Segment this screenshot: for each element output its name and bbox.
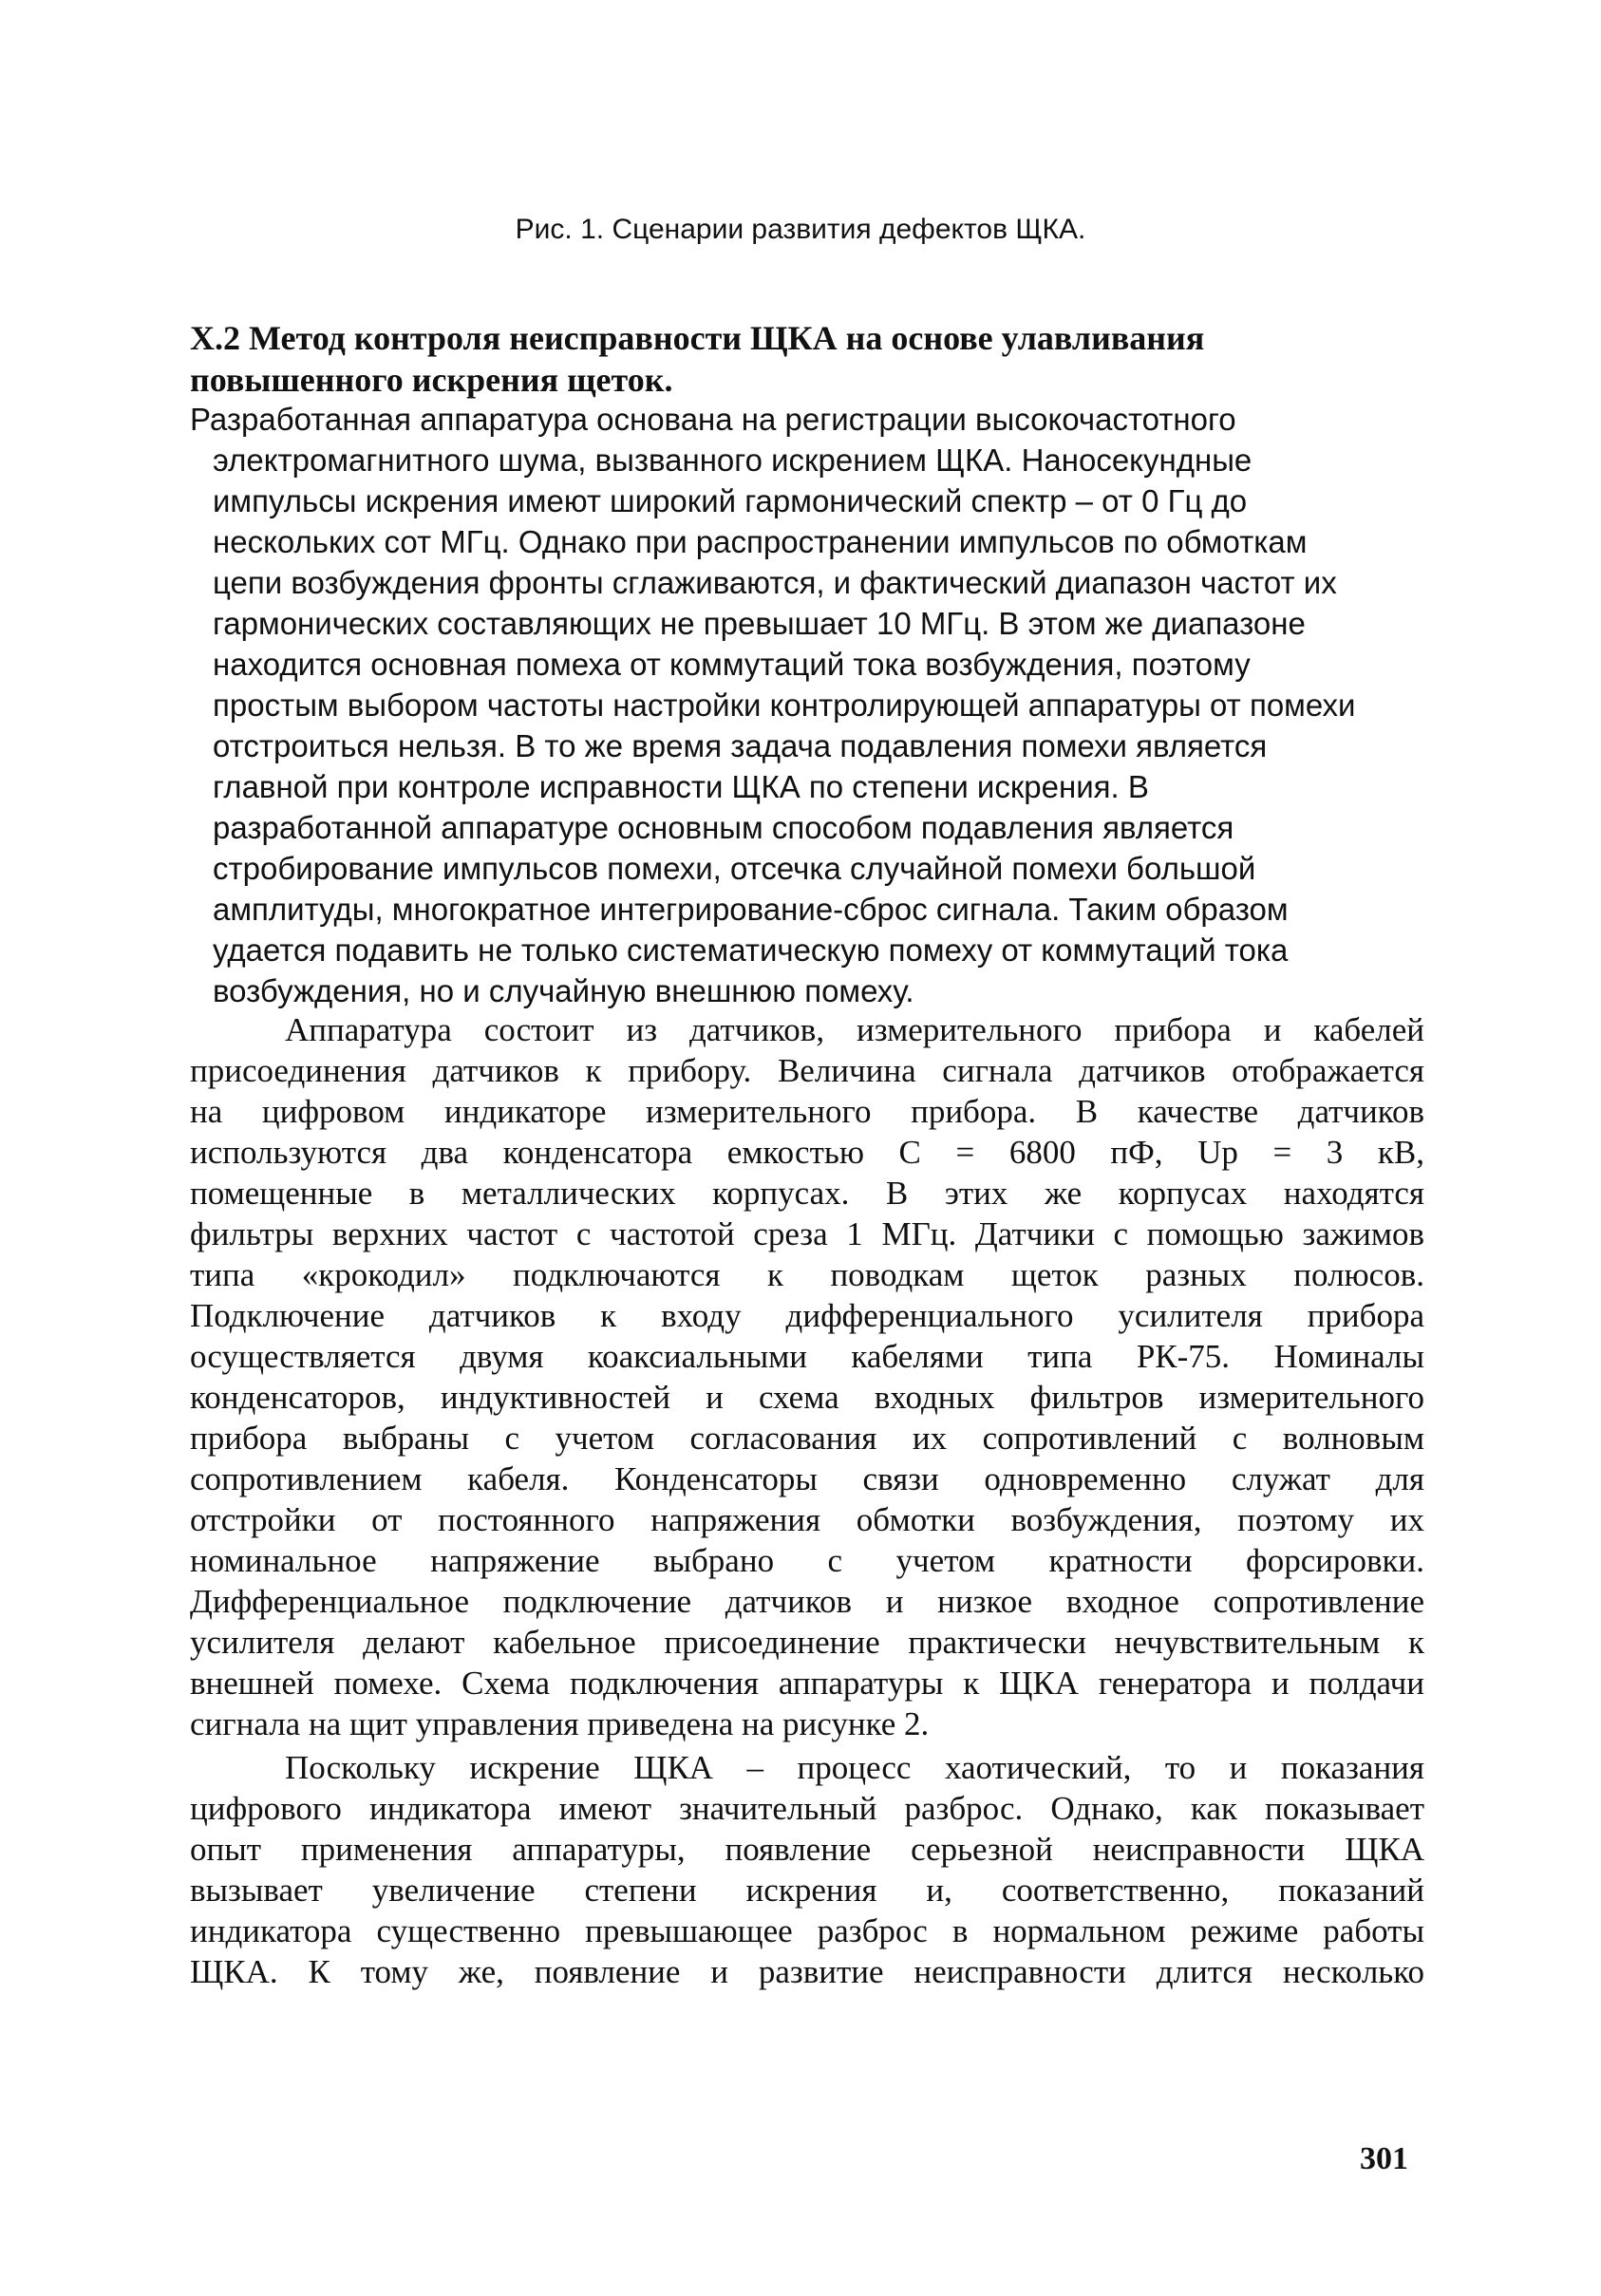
text-line: усилителя делают кабельное присоединение практически нечувствительным к xyxy=(190,1624,1424,1661)
text-line: амплитуды, многократное интегрирование-сброс сигнала. Таким образом xyxy=(213,892,1289,927)
text-line: импульсы искрения имеют широкий гармонический спектр – от 0 Гц до xyxy=(213,483,1248,518)
text-line: присоединения датчиков к прибору. Величина сигнала датчиков отображается xyxy=(190,1052,1424,1089)
text-line: гармонических составляющих не превышает 10 МГц. В этом же диапазоне xyxy=(213,606,1306,641)
text-line: стробирование импульсов помехи, отсечка случайной помехи большой xyxy=(213,851,1256,886)
text-line: номинальное напряжение выбрано с учетом кратности форсировки. xyxy=(190,1542,1424,1579)
text-line: отстройки от постоянного напряжения обмотки возбуждения, поэтому их xyxy=(190,1501,1424,1538)
text-line: возбуждения, но и случайную внешнюю помеху. xyxy=(213,973,914,1008)
body-paragraph-sparking xyxy=(190,1747,1424,1992)
body-paragraph-apparatus xyxy=(190,1009,1424,1744)
text-line: нескольких сот МГц. Однако при распространении импульсов по обмоткам xyxy=(213,524,1308,559)
text-line: цифрового индикатора имеют значительный разброс. Однако, как показывает xyxy=(190,1790,1424,1827)
text-line: используются два конденсатора емкостью C = 6800 пФ, Uр = 3 кВ, xyxy=(190,1134,1424,1171)
page-number: 301 xyxy=(1360,2141,1408,2176)
text-line: сопротивлением кабеля. Конденсаторы связи одновременно служат для xyxy=(190,1460,1424,1497)
text-line: находится основная помеха от коммутаций тока возбуждения, поэтому xyxy=(213,647,1251,682)
text-line: Разработанная аппаратура основана на регистрации высокочастотного xyxy=(190,402,1236,437)
section-heading-line: X.2 Метод контроля неисправности ЩКА на основе улавливания xyxy=(190,319,1205,357)
text-line: осуществляется двумя коаксиальными кабелями типа РК-75. Номиналы xyxy=(190,1338,1424,1375)
text-line: Подключение датчиков к входу дифференциального усилителя прибора xyxy=(190,1297,1424,1334)
text-line: удается подавить не только систематическую помеху от коммутаций тока xyxy=(213,932,1289,968)
text-line: фильтры верхних частот с частотой среза 1 МГц. Датчики с помощью зажимов xyxy=(190,1215,1424,1252)
text-line: помещенные в металлических корпусах. В этих же корпусах находятся xyxy=(190,1175,1424,1212)
text-line: простым выбором частоты настройки контролирующей аппаратуры от помехи xyxy=(213,687,1356,723)
text-line: прибора выбраны с учетом согласования их сопротивлений с волновым xyxy=(190,1420,1424,1457)
text-line: разработанной аппаратуре основным способом подавления является xyxy=(213,810,1234,845)
intro-paragraph xyxy=(190,399,1443,1011)
text-line: конденсаторов, индуктивностей и схема входных фильтров измерительного xyxy=(190,1379,1424,1416)
text-line: отстроиться нельзя. В то же время задача подавления помехи является xyxy=(213,728,1268,763)
text-line: Аппаратура состоит из датчиков, измерительного прибора и кабелей xyxy=(285,1011,1424,1048)
section-heading xyxy=(190,317,1434,401)
text-line: вызывает увеличение степени искрения и, соответственно, показаний xyxy=(190,1872,1424,1909)
text-line: ЩКА. К тому же, появление и развитие неисправности длится несколько xyxy=(190,1953,1424,1990)
text-line: индикатора существенно превышающее разброс в нормальном режиме работы xyxy=(190,1912,1424,1949)
text-line: опыт применения аппаратуры, появление серьезной неисправности ЩКА xyxy=(190,1831,1424,1868)
section-heading-line: повышенного искрения щеток. xyxy=(190,361,673,399)
text-line: внешней помехе. Схема подключения аппаратуры к ЩКА генератора и полдачи xyxy=(190,1665,1424,1702)
text-line: Дифференциальное подключение датчиков и низкое входное сопротивление xyxy=(190,1583,1424,1620)
text-line: на цифровом индикаторе измерительного прибора. В качестве датчиков xyxy=(190,1093,1424,1130)
text-line: электромагнитного шума, вызванного искрением ЩКА. Наносекундные xyxy=(213,442,1253,478)
figure-caption: Рис. 1. Сценарии развития дефектов ЩКА. xyxy=(515,214,1086,245)
text-line: Поскольку искрение ЩКА – процесс хаотический, то и показания xyxy=(285,1749,1424,1786)
text-line: главной при контроле исправности ЩКА по степени искрения. В xyxy=(213,769,1149,804)
text-line: цепи возбуждения фронты сглаживаются, и фактический диапазон частот их xyxy=(213,565,1337,600)
text-line: сигнала на щит управления приведена на рисунке 2. xyxy=(190,1705,930,1742)
text-line: типа «крокодил» подключаются к поводкам щеток разных полюсов. xyxy=(190,1256,1424,1293)
